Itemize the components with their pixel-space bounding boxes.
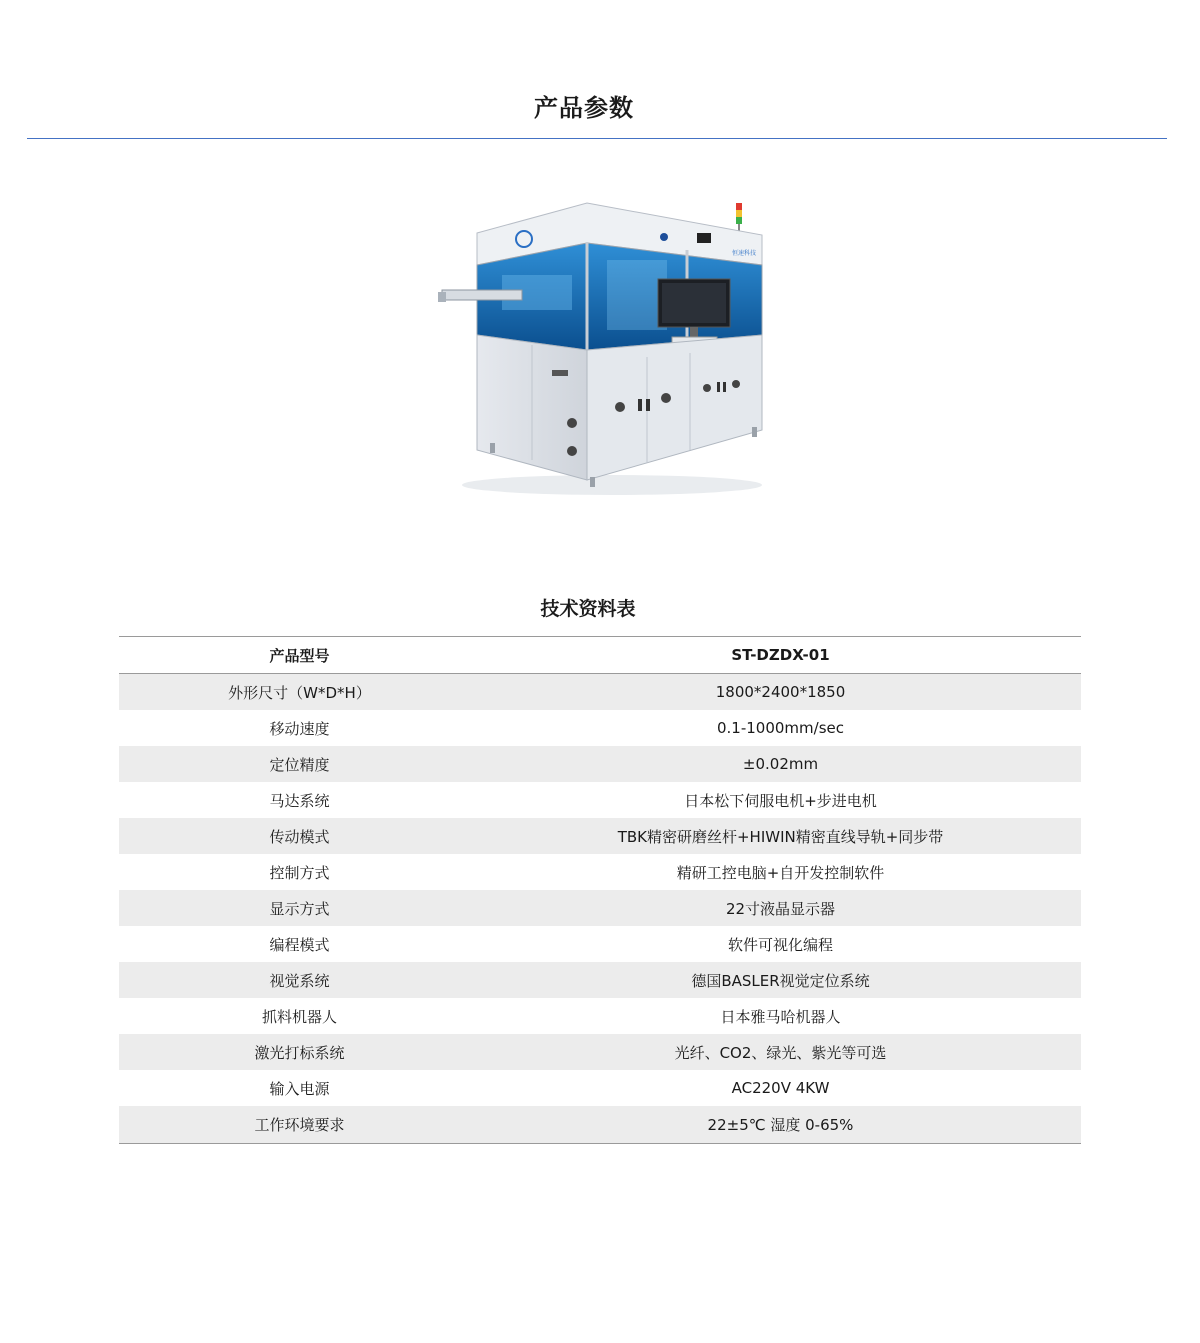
table-row — [119, 1070, 1081, 1106]
spec-value: 22±5℃ 湿度 0-65% — [480, 1106, 1081, 1144]
logo-text: 恒速科技 — [732, 250, 757, 257]
table-header-row — [119, 637, 1081, 674]
table-row — [119, 1106, 1081, 1144]
spec-label: 定位精度 — [119, 746, 480, 782]
table-row — [119, 818, 1081, 854]
title-divider — [27, 138, 1167, 139]
spec-label: 编程模式 — [269, 935, 330, 954]
spec-label: 外形尺寸（W*D*H） — [119, 674, 480, 711]
spec-value: 0.1-1000mm/sec — [716, 719, 844, 737]
table-row — [119, 1034, 1081, 1070]
table-row — [119, 710, 1081, 746]
spec-label: 激光打标系统 — [119, 1034, 480, 1070]
spec-table — [119, 636, 1081, 1144]
spec-label: 抓料机器人 — [261, 1007, 337, 1026]
spec-value: 精研工控电脑+自开发控制软件 — [676, 863, 885, 882]
spec-table-title: 技术资料表 — [540, 598, 636, 620]
spec-label: 移动速度 — [269, 719, 330, 738]
spec-label: 视觉系统 — [119, 962, 480, 998]
table-row — [119, 962, 1081, 998]
spec-value: 22寸液晶显示器 — [480, 890, 1081, 926]
table-row — [119, 998, 1081, 1034]
spec-value: AC220V 4KW — [731, 1079, 830, 1097]
product-photo — [432, 195, 772, 500]
spec-label: 传动模式 — [119, 818, 480, 854]
spec-label: 马达系统 — [269, 791, 330, 810]
spec-value: 日本雅马哈机器人 — [720, 1007, 841, 1026]
spec-value: 德国BASLER视觉定位系统 — [480, 962, 1081, 998]
spec-value: 1800*2400*1850 — [480, 674, 1081, 711]
spec-value: ±0.02mm — [480, 746, 1081, 782]
spec-value: 光纤、CO2、绿光、紫光等可选 — [480, 1034, 1081, 1070]
table-row — [119, 854, 1081, 890]
spec-label: 产品型号 — [119, 637, 480, 674]
table-row — [119, 926, 1081, 962]
spec-label: 工作环境要求 — [119, 1106, 480, 1144]
spec-value: TBK精密研磨丝杆+HIWIN精密直线导轨+同步带 — [480, 818, 1081, 854]
table-row — [119, 746, 1081, 782]
spec-value: 软件可视化编程 — [727, 935, 833, 954]
spec-label: 输入电源 — [269, 1079, 330, 1098]
table-row — [119, 890, 1081, 926]
page-title: 产品参数 — [534, 94, 634, 122]
spec-label: 显示方式 — [119, 890, 480, 926]
spec-label: 控制方式 — [269, 863, 330, 882]
spec-value: ST-DZDX-01 — [480, 637, 1081, 674]
spec-value: 日本松下伺服电机+步进电机 — [684, 791, 877, 810]
table-row — [119, 674, 1081, 711]
table-row — [119, 782, 1081, 818]
